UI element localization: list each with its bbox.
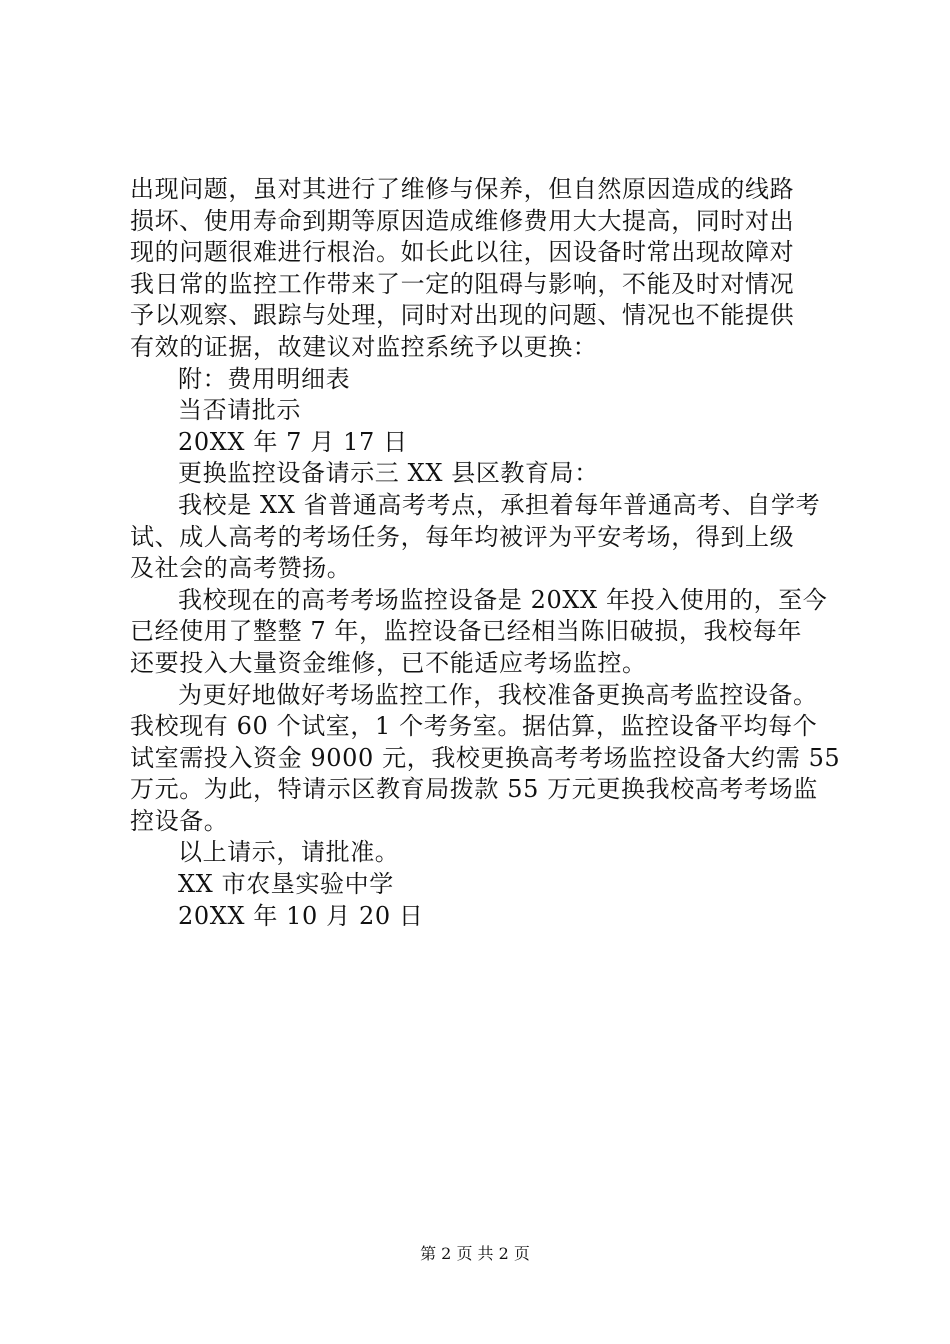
section-heading: 更换监控设备请示三 XX 县区教育局： — [178, 459, 599, 488]
body-line: 已经使用了整整 7 年，监控设备已经相当陈旧破损，我校每年 — [130, 617, 802, 646]
paragraph-start: 我校现在的高考考场监控设备是 20XX 年投入使用的，至今 — [178, 585, 828, 614]
body-line: 损坏、使用寿命到期等原因造成维修费用大大提高，同时对出 — [130, 206, 795, 235]
paragraph-start: 为更好地做好考场监控工作，我校准备更换高考监控设备。 — [178, 680, 818, 709]
signature-organization: XX 市农垦实验中学 — [178, 870, 394, 899]
body-line: 我日常的监控工作带来了一定的阻碍与影响，不能及时对情况 — [130, 269, 795, 298]
body-line: 还要投入大量资金维修，已不能适应考场监控。 — [130, 648, 647, 677]
date-line: 20XX 年 7 月 17 日 — [178, 427, 408, 456]
body-line: 控设备。 — [130, 806, 229, 835]
body-line: 及社会的高考赞扬。 — [130, 554, 352, 583]
approval-request: 当否请批示 — [178, 396, 301, 425]
paragraph-start: 我校是 XX 省普通高考考点，承担着每年普通高考、自学考 — [178, 490, 821, 519]
body-line: 试、成人高考的考场任务，每年均被评为平安考场，得到上级 — [130, 522, 795, 551]
body-line: 现的问题很难进行根治。如长此以往，因设备时常出现故障对 — [130, 238, 795, 267]
attachment-note: 附：费用明细表 — [178, 364, 351, 393]
closing-request: 以上请示，请批准。 — [178, 838, 400, 867]
body-line: 出现问题，虽对其进行了维修与保养，但自然原因造成的线路 — [130, 175, 795, 203]
page-number-footer: 第 2 页 共 2 页 — [420, 1244, 530, 1263]
body-line: 万元。为此，特请示区教育局拨款 55 万元更换我校高考考场监 — [130, 775, 818, 804]
body-line: 我校现有 60 个试室，1 个考务室。据估算，监控设备平均每个 — [130, 712, 818, 741]
document-body — [130, 174, 840, 932]
signature-date: 20XX 年 10 月 20 日 — [178, 901, 424, 930]
body-line: 试室需投入资金 9000 元，我校更换高考考场监控设备大约需 55 — [130, 743, 841, 772]
body-line: 予以观察、跟踪与处理，同时对出现的问题、情况也不能提供 — [130, 301, 795, 330]
body-line: 有效的证据，故建议对监控系统予以更换： — [130, 332, 598, 361]
